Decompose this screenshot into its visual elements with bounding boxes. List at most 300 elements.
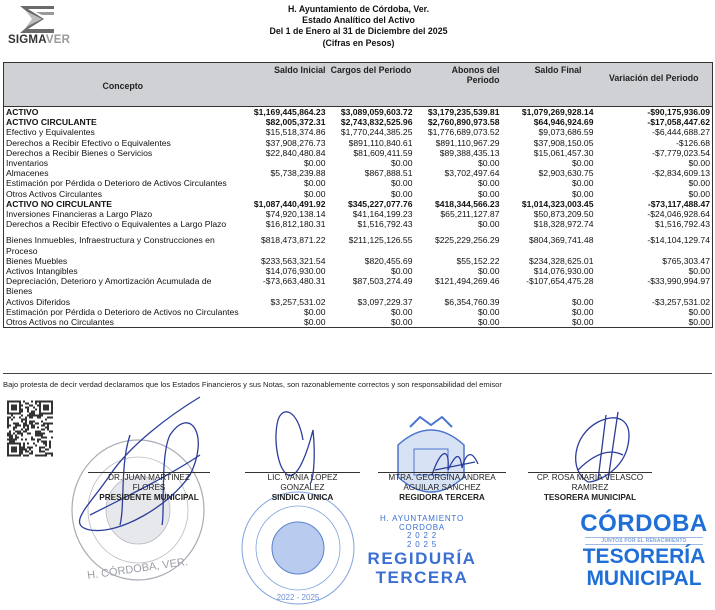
cell-cargos: $2,743,832,525.96 [340,117,413,128]
qr-module [7,453,9,455]
qr-module [21,433,23,435]
qr-module [45,405,47,407]
qr-module [41,451,43,453]
cordoba-tagline: JUNTOS POR EL RENACIMIENTO [585,537,703,545]
qr-module [33,443,35,445]
qr-module [41,425,43,427]
qr-code-icon [7,400,53,457]
qr-module [7,435,9,437]
qr-module [21,435,23,437]
cell-abonos: $89,388,435.13 [439,147,500,158]
cell-saldo-inicial: $16,812,180.31 [265,219,326,230]
qr-module [27,409,29,411]
qr-module [11,407,13,409]
qr-module [41,415,43,417]
qr-module [15,455,17,457]
qr-module [17,413,19,415]
qr-module [17,431,19,433]
cell-abonos: $55,152.22 [456,255,500,266]
qr-module [15,435,17,437]
cell-saldo-inicial: $0.00 [303,306,326,317]
svg-text:H. CÓRDOBA, VER.: H. CÓRDOBA, VER. [86,556,189,583]
qr-module [7,425,9,427]
signer-name-cont: GONZALEZ [280,483,325,493]
qr-module [9,401,11,403]
qr-module [51,405,53,407]
qr-module [35,435,37,437]
qr-module [27,443,29,445]
disclaimer-text: Bajo protesta de decir verdad declaramos que los Estados Financieros y sus Notas, son razonablemente correctos y son responsabilidad del emisor [3,380,502,389]
qr-module [23,431,25,433]
qr-module [15,447,17,449]
qr-module [25,431,27,433]
qr-module [45,401,47,403]
cell-saldo-final: $9,073,686.59 [538,127,594,138]
qr-module [7,423,9,425]
qr-module [51,431,53,433]
qr-module [47,405,49,407]
qr-module [27,451,29,453]
qr-module [47,401,49,403]
cell-concepto: Derechos a Recibir Bienes o Servicios [6,147,153,158]
cell-concepto: Derechos a Recibir Efectivo o Equivalentes a Largo Plazo [6,219,227,230]
qr-module [13,433,15,435]
cell-saldo-final: $0.00 [571,296,594,307]
qr-module [37,431,39,433]
qr-module [43,405,45,407]
table-row [4,297,713,307]
table-row [4,158,713,168]
qr-module [15,405,17,407]
qr-module [43,443,45,445]
qr-module [37,439,39,441]
qr-module [7,419,9,421]
qr-module [15,407,17,409]
qr-module [47,425,49,427]
qr-module [45,445,47,447]
table-row [4,107,713,118]
qr-module [11,419,13,421]
qr-module [11,415,13,417]
qr-module [7,407,9,409]
qr-module [51,407,53,409]
qr-module [37,433,39,435]
qr-module [39,405,41,407]
qr-module [9,443,11,445]
cell-variacion: -$2,834,609.13 [652,168,710,179]
qr-module [49,417,51,419]
qr-module [19,431,21,433]
qr-module [33,415,35,417]
cell-abonos: $0.00 [477,317,500,328]
qr-module [39,439,41,441]
signer-name: LIC. VANIA LOPEZ [267,473,338,482]
qr-module [45,443,47,445]
cell-saldo-inicial: $37,908,276.73 [265,137,326,148]
qr-module [31,423,33,425]
qr-module [31,447,33,449]
qr-module [7,447,9,449]
qr-module [27,429,29,431]
cell-abonos: $0.00 [477,266,500,277]
cell-concepto: Estimación por Pérdida o Deterioro de Activos no Circulantes [6,306,239,317]
qr-module [11,451,13,453]
tesoreria-text: TESORERÍA [582,545,706,568]
qr-module [35,431,37,433]
qr-module [13,443,15,445]
qr-module [35,409,37,411]
qr-module [25,407,27,409]
qr-module [21,429,23,431]
qr-module [47,409,49,411]
cell-concepto: Estimación por Pérdida o Deterioro de Activos Circulantes [6,178,227,189]
municipal-text: MUNICIPAL [586,567,702,590]
qr-module [43,433,45,435]
qr-module [13,407,15,409]
cell-saldo-final: $804,369,741.48 [528,235,594,246]
cell-concepto: Almacenes [6,168,49,179]
qr-module [19,453,21,455]
qr-module [43,429,45,431]
qr-module [11,437,13,439]
qr-module [13,423,15,425]
qr-module [11,447,13,449]
qr-module [41,413,43,415]
qr-module [33,427,35,429]
table-row [4,178,713,188]
qr-module [21,447,23,449]
qr-module [39,435,41,437]
qr-module [51,411,53,413]
tesoreria-logo-stamp [577,512,711,590]
qr-module [27,425,29,427]
qr-module [29,405,31,407]
qr-module [17,437,19,439]
cell-concepto: Inversiones Financieras a Largo Plazo [6,209,153,220]
qr-module [19,455,21,457]
cell-saldo-final: $2,903,630.75 [538,168,594,179]
cell-saldo-final: $1,014,323,003.45 [521,198,594,209]
stamp-big-text: TERCERA [375,568,469,588]
qr-module [33,421,35,423]
qr-module [51,417,53,419]
qr-module [31,453,33,455]
signer-title: PRESIDENTE MUNICIPAL [99,493,199,503]
cell-cargos: $0.00 [390,188,413,199]
qr-module [37,405,39,407]
qr-module [11,443,13,445]
qr-module [25,439,27,441]
qr-module [39,417,41,419]
qr-module [15,401,17,403]
cell-cargos: $891,110,840.61 [348,137,413,148]
table-row [4,266,713,276]
qr-module [45,423,47,425]
qr-module [45,407,47,409]
qr-module [29,449,31,451]
cell-variacion: $1,516,792.43 [655,219,710,230]
qr-module [17,433,19,435]
qr-module [43,413,45,415]
qr-module [45,449,47,451]
qr-module [31,427,33,429]
qr-module [49,401,51,403]
qr-module [9,413,11,415]
qr-module [11,441,13,443]
qr-module [21,411,23,413]
table-row [4,127,713,137]
cell-saldo-inicial: $22,840,480.84 [265,147,326,158]
report-units: (Cifras en Pesos) [322,37,395,48]
cell-cargos: $820,455.69 [364,255,413,266]
cell-saldo-final: $18,328,972.74 [533,219,594,230]
cell-saldo-inicial: $1,087,440,491.92 [253,198,326,209]
signer-name: DR. JUAN MARTINEZ [108,473,190,482]
qr-module [15,431,17,433]
qr-module [45,455,47,457]
cell-abonos: $0.00 [477,219,500,230]
disclaimer-divider [3,373,712,374]
qr-module [13,447,15,449]
column-header-concepto: Concepto [4,63,242,107]
qr-module [9,435,11,437]
qr-module [45,419,47,421]
qr-module [45,437,47,439]
qr-module [29,453,31,455]
qr-module [7,433,9,435]
cell-variacion: -$6,444,688.27 [652,127,710,138]
table-row [4,209,713,219]
qr-module [23,423,25,425]
qr-module [7,413,9,415]
qr-module [43,437,45,439]
qr-module [31,437,33,439]
cell-concepto: Derechos a Recibir Efectivo o Equivalentes [6,137,171,148]
stamp-line: CORDOBA [398,522,446,532]
qr-module [37,423,39,425]
qr-module [7,455,9,457]
logo-text: SIGMAVER [8,34,71,46]
qr-module [21,415,23,417]
svg-text:2022 - 2025: 2022 - 2025 [276,593,320,602]
qr-module [39,407,41,409]
qr-module [27,415,29,417]
qr-module [11,409,13,411]
qr-module [11,405,13,407]
qr-module [49,423,51,425]
qr-module [23,427,25,429]
qr-module [15,443,17,445]
qr-module [27,433,29,435]
qr-module [13,455,15,457]
qr-module [21,453,23,455]
qr-module [43,401,45,403]
qr-module [23,449,25,451]
qr-module [15,449,17,451]
signature-block-presidente [88,472,210,504]
signer-title: TESORERA MUNICIPAL [543,493,637,503]
cell-saldo-inicial: $82,005,372.31 [265,117,326,128]
cell-variacion: -$17,058,447.62 [647,117,710,128]
cell-variacion: $0.00 [688,266,710,277]
table-row [4,117,713,127]
qr-module [35,403,37,405]
cell-concepto: Inventarios [6,158,49,169]
table-row [4,307,713,317]
qr-module [23,401,25,403]
cell-cargos: $867,888.51 [364,168,413,179]
cell-saldo-final: $64,946,924.69 [533,117,594,128]
cell-saldo-inicial: $818,473,871.22 [260,235,326,246]
qr-module [39,411,41,413]
qr-module [43,455,45,457]
qr-module [49,441,51,443]
cell-concepto: Bienes Muebles [6,255,68,266]
qr-module [39,403,41,405]
qr-module [11,455,13,457]
cell-variacion: $0.00 [688,178,710,189]
qr-module [25,417,27,419]
report-header [0,4,715,49]
qr-module [19,425,21,427]
table-header-row [4,63,713,107]
qr-module [35,433,37,435]
qr-module [13,413,15,415]
qr-module [21,405,23,407]
qr-module [7,451,9,453]
signer-name-cont: FLORES [132,483,166,493]
qr-module [31,401,33,403]
qr-module [13,429,15,431]
cell-variacion: -$73,117,488.47 [647,198,710,209]
qr-module [31,411,33,413]
qr-module [23,425,25,427]
cell-saldo-inicial: $1,169,445,864.23 [253,107,326,117]
qr-module [35,423,37,425]
cell-cargos: $41,164,199.23 [352,209,413,220]
qr-module [29,415,31,417]
cell-abonos: $0.00 [477,158,500,169]
qr-module [9,431,11,433]
qr-module [41,437,43,439]
table-row [4,168,713,178]
qr-module [7,443,9,445]
qr-module [9,417,11,419]
column-header-saldo-final: Saldo Final [502,63,596,107]
qr-module [47,423,49,425]
qr-module [43,423,45,425]
cell-saldo-inicial: $0.00 [303,178,326,189]
qr-module [43,451,45,453]
cell-cargos: $81,609,411.59 [353,147,413,158]
table-row [4,235,713,255]
qr-module [37,455,39,457]
cell-cargos: $87,503,274.49 [352,276,413,287]
qr-module [25,403,27,405]
cordoba-brand: CÓRDOBA [580,510,708,537]
qr-module [15,409,17,411]
qr-module [15,439,17,441]
qr-module [7,421,9,423]
qr-module [43,409,45,411]
signature-block-tesorera [528,472,652,504]
cell-concepto: ACTIVO NO CIRCULANTE [6,198,112,209]
qr-module [33,425,35,427]
qr-module [37,435,39,437]
qr-module [45,427,47,429]
qr-module [49,413,51,415]
qr-module [49,447,51,449]
qr-module [39,433,41,435]
cell-cargos: $0.00 [390,266,413,277]
table-row [4,189,713,199]
cell-saldo-inicial: $0.00 [303,188,326,199]
qr-module [19,433,21,435]
qr-module [17,425,19,427]
cell-abonos: $65,211,127.87 [440,209,500,220]
cell-saldo-inicial: -$73,663,480.31 [262,276,326,287]
signature-presidente [70,395,210,540]
qr-module [37,441,39,443]
qr-module [13,451,15,453]
qr-module [25,425,27,427]
qr-module [23,447,25,449]
qr-module [19,447,21,449]
cell-abonos: $225,229,256.29 [434,235,500,246]
signer-title: REGIDORA TERCERA [399,493,485,503]
qr-module [11,439,13,441]
qr-module [11,449,13,451]
qr-module [39,415,41,417]
qr-module [7,417,9,419]
cell-saldo-inicial: $15,518,374.86 [265,127,326,138]
qr-module [41,401,43,403]
cell-saldo-inicial: $233,563,321.54 [260,255,326,266]
qr-module [35,455,37,457]
signer-name-cont: AGUILAR SANCHEZ [403,483,481,493]
table-row [4,138,713,148]
qr-module [39,431,41,433]
qr-module [49,445,51,447]
cell-cargos: $345,227,077.76 [347,198,413,209]
cell-cargos: $3,089,059,603.72 [340,107,413,117]
qr-module [45,409,47,411]
cell-variacion: -$33,990,994.97 [647,276,710,287]
qr-module [25,423,27,425]
qr-module [27,455,29,457]
qr-module [43,425,45,427]
qr-module [21,449,23,451]
qr-module [49,443,51,445]
qr-module [19,407,21,409]
cell-cargos: $211,125,126.55 [348,235,413,246]
stamp-years: 2 0 2 2 [406,531,438,541]
qr-module [33,439,35,441]
qr-module [15,451,17,453]
qr-module [15,427,17,429]
cell-variacion: $0.00 [688,317,710,328]
table-row [4,199,713,209]
qr-module [33,407,35,409]
qr-module [43,447,45,449]
qr-module [47,453,49,455]
qr-module [29,413,31,415]
regiduria-stamp [362,515,482,587]
qr-module [29,417,31,419]
cell-cargos: $3,097,229.37 [357,296,413,307]
cell-concepto: Depreciación, Deterioro y Amortización Acumulada de Bienes [6,276,212,297]
qr-module [39,413,41,415]
